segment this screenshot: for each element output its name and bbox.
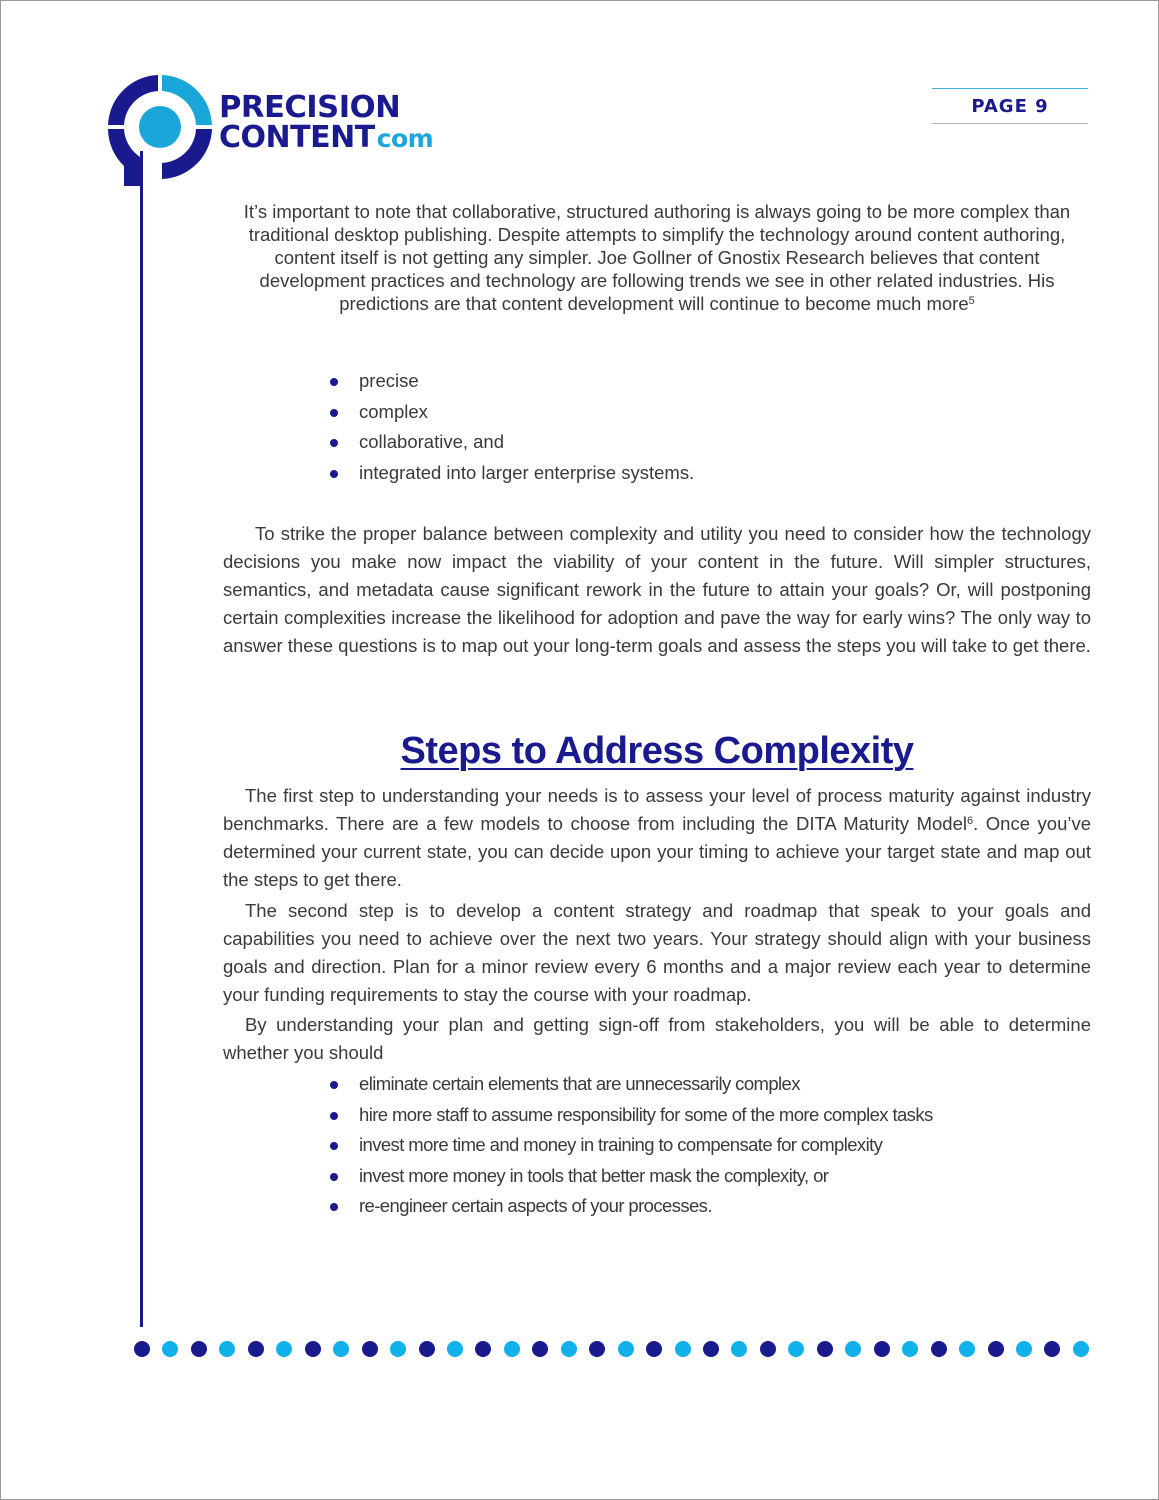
footer-dot-light-icon [390,1341,406,1357]
left-margin-rule [140,151,143,1327]
footer-dot-light-icon [219,1341,235,1357]
bullet-icon [330,378,338,386]
precision-content-logo-icon [105,71,215,186]
trends-list [329,366,694,488]
bullet-icon [330,1081,338,1089]
footer-dot-light-icon [959,1341,975,1357]
brand-wordmark [219,90,434,155]
balance-paragraph: To strike the proper balance between complexity and utility you need to consider how the technology decisions you make now impact the viability of your content in the future. Will simpler structures, semantics, and metadata cause significant rework in the future to attain your goals? Or, will postponing certain complexities increase the likelihood for adoption and pave the way for early wins? The only way to answer these questions is to map out your long-term goals and assess the steps you will take to get there. [223,523,1091,656]
footer-dot-light-icon [788,1341,804,1357]
bullet-icon [330,1203,338,1211]
list-item [329,366,694,397]
list-item-text: hire more staff to assume responsibility for some of the more complex tasks [359,1103,933,1125]
list-item [329,397,694,428]
footer-dot-light-icon [675,1341,691,1357]
footer-dot-dark-icon [134,1341,150,1357]
bullet-icon [330,1112,338,1120]
list-item [329,1069,933,1100]
logo-center-dot [139,106,181,148]
footer-dot-light-icon [276,1341,292,1357]
list-item [329,1130,933,1161]
list-item [329,1161,933,1192]
footer-dot-dark-icon [475,1341,491,1357]
footer-dot-light-icon [162,1341,178,1357]
footer-dot-light-icon [845,1341,861,1357]
footer-dot-dark-icon [589,1341,605,1357]
footnote-ref-5: 5 [968,295,975,307]
bullet-icon [330,439,338,447]
section-heading: Steps to Address Complexity [400,730,914,772]
footer-dot-dark-icon [988,1341,1004,1357]
footnote-ref-6: 6 [966,815,974,827]
footer-dot-dark-icon [760,1341,776,1357]
footer-dot-dark-icon [817,1341,833,1357]
bullet-icon [330,1173,338,1181]
list-item-text: complex [359,400,428,422]
footer-dot-dark-icon [248,1341,264,1357]
intro-paragraph [223,200,1091,315]
footer-dot-light-icon [333,1341,349,1357]
step3-paragraph: By understanding your plan and getting sign-off from stakeholders, you will be able to determine whether you should [223,1014,1091,1063]
footer-dot-dark-icon [419,1341,435,1357]
footer-dot-dark-icon [532,1341,548,1357]
footer-dot-light-icon [731,1341,747,1357]
footer-dot-dark-icon [191,1341,207,1357]
footer-dot-light-icon [561,1341,577,1357]
footer-dot-dark-icon [931,1341,947,1357]
footer-dot-light-icon [504,1341,520,1357]
list-item-text: precise [359,370,419,391]
footer-dot-dark-icon [1044,1341,1060,1357]
footer-dot-light-icon [902,1341,918,1357]
list-item-text: integrated into larger enterprise systems. [359,461,695,483]
footer-dot-dark-icon [646,1341,662,1357]
footer-dot-light-icon [618,1341,634,1357]
footer-dot-light-icon [447,1341,463,1357]
brand-line-precision: PRECISION [219,90,401,125]
list-item-text: collaborative, and [359,431,505,452]
list-item-text: invest more money in tools that better mask the complexity, or [359,1164,829,1186]
intro-text: It’s important to note that collaborative, structured authoring is always going to be more complex than traditional desktop publishing. Despite attempts to simplify the technology around content authoring, content itself is not getting any simpler. Joe Gollner of Gnostix Research believes that content development practices and technology are following trends we see in other related industries. His predictions are that content development will continue to become much more [243,201,1071,314]
list-item-text: re-engineer certain aspects of your processes. [359,1195,712,1216]
brand-com-suffix: com [376,124,434,153]
bullet-icon [330,409,338,417]
page-number-label: PAGE 9 [932,88,1088,124]
step1-text: The first step to understanding your needs is to assess your level of process maturity against industry benchmarks. There are a few models to choose from including the DITA Maturity Model [223,785,1091,834]
footer-dot-dark-icon [305,1341,321,1357]
list-item [329,1100,933,1131]
logo-ring-bottom-left [108,129,140,186]
bullet-icon [330,470,338,478]
step2-paragraph: The second step is to develop a content strategy and roadmap that speak to your goals and capabilities you need to achieve over the next two years. Your strategy should align with your business goals and direction. Plan for a minor review every 6 months and a major review each year to determine your funding requirements to stay the course with your roadmap. [223,900,1091,1005]
footer-dot-dark-icon [874,1341,890,1357]
list-item [329,427,694,458]
step1-text-continued: . Once you’ve determined your current state, you can decide upon your timing to achieve your target state and map out the steps to get there. [223,813,1092,890]
list-item-text: invest more time and money in training to compensate for complexity [359,1134,883,1155]
footer-dot-dark-icon [362,1341,378,1357]
footer-dot-divider [134,1341,1094,1357]
footer-dot-light-icon [1016,1341,1032,1357]
brand-line-content [219,120,434,155]
footer-dot-light-icon [1073,1341,1089,1357]
bullet-icon [330,1142,338,1150]
list-item [329,458,694,489]
step1-paragraph [223,782,1091,894]
list-item-text: eliminate certain elements that are unnecessarily complex [359,1073,800,1094]
options-list [329,1069,933,1222]
footer-dot-dark-icon [703,1341,719,1357]
list-item [329,1191,933,1222]
brand-content-text: CONTENT [219,120,375,155]
